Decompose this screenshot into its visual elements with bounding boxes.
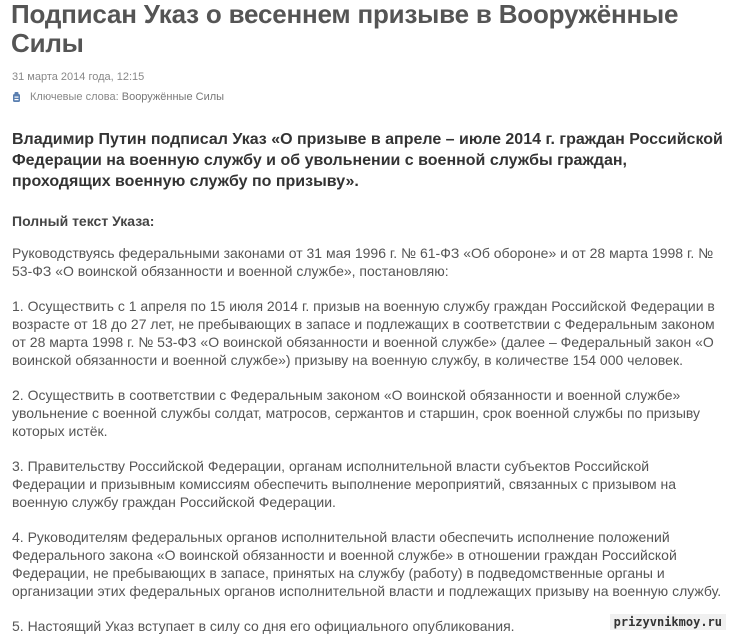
paragraph-line: Федерации, не пребывающих в запасе, принятых на службу (работу) в подведомственные органы и	[12, 565, 665, 581]
decree-paragraphs	[12, 244, 730, 635]
paragraph-line: военную службу граждан Российской Федерации.	[12, 494, 336, 510]
full-text-heading: Полный текст Указа:	[12, 213, 155, 229]
paragraph-line: которых истёк.	[12, 423, 108, 439]
decree-paragraph	[12, 386, 730, 440]
decree-paragraph	[12, 528, 730, 600]
paragraph-line: 53-ФЗ «О воинской обязанности и военной службе», постановляю:	[12, 263, 449, 279]
paragraph-line: от 28 марта 1998 г. № 53-ФЗ «О воинской обязанности и военной службе» (далее – Федеральный закон «О	[12, 334, 714, 350]
tag-icon	[12, 92, 21, 103]
paragraph-line: Руководствуясь федеральными законами от 31 мая 1996 г. № 61-ФЗ «Об обороне» и от 28 марта 1998 г. №	[12, 245, 714, 261]
decree-paragraph	[12, 297, 730, 369]
article-body	[12, 212, 730, 636]
article-title: Подписан Указ о весеннем призыве в Вооружённые Силы	[11, 0, 679, 58]
paragraph-line: 1. Осуществить с 1 апреля по 15 июля 2014 г. призыв на военную службу граждан Российской Федерации в	[12, 298, 715, 314]
keywords-label: Ключевые слова:	[30, 91, 119, 103]
decree-paragraph	[12, 457, 730, 511]
site-watermark: prizyvnikmoy.ru	[610, 614, 726, 630]
paragraph-line: Федерации и призывным комиссиям обеспечить выполнение мероприятий, связанных с призывом на	[12, 476, 676, 492]
decree-paragraph	[12, 244, 730, 280]
paragraph-line: воинской обязанности и военной службе») призыву на военную службу, в количестве 154 000 человек.	[12, 352, 683, 368]
keywords-row	[12, 91, 224, 103]
paragraph-line: возрасте от 18 до 27 лет, не пребывающих в запасе и подлежащих в соответствии с Федеральным законом	[12, 316, 715, 332]
paragraph-line: увольнение с военной службы солдат, матросов, сержантов и старшин, срок военной службы по призыву	[12, 405, 701, 421]
paragraph-line: Федерального закона «О воинской обязанности и военной службе» в отношении граждан Российской	[12, 547, 677, 563]
publish-date: 31 марта 2014 года, 12:15	[12, 71, 145, 83]
paragraph-line: 4. Руководителям федеральных органов исполнительной власти обеспечить исполнение положений	[12, 529, 670, 545]
paragraph-line: 5. Настоящий Указ вступает в силу со дня его официального опубликования.	[12, 618, 515, 634]
keyword-link[interactable]: Вооружённые Силы	[121, 91, 225, 103]
paragraph-line: 3. Правительству Российской Федерации, органам исполнительной власти субъектов Российской	[12, 458, 650, 474]
paragraph-line: организации этих федеральных органов исполнительной власти и подлежащих призыву на военную службу.	[12, 583, 722, 599]
paragraph-line: 2. Осуществить в соответствии с Федеральным законом «О воинской обязанности и военной службе»	[12, 387, 681, 403]
article-lead: Владимир Путин подписал Указ «О призыве в апреле – июле 2014 г. граждан Российской Федерации на военную службу и об увольнении с военной службы граждан, проходящих военную службу по призыву».	[12, 131, 723, 190]
